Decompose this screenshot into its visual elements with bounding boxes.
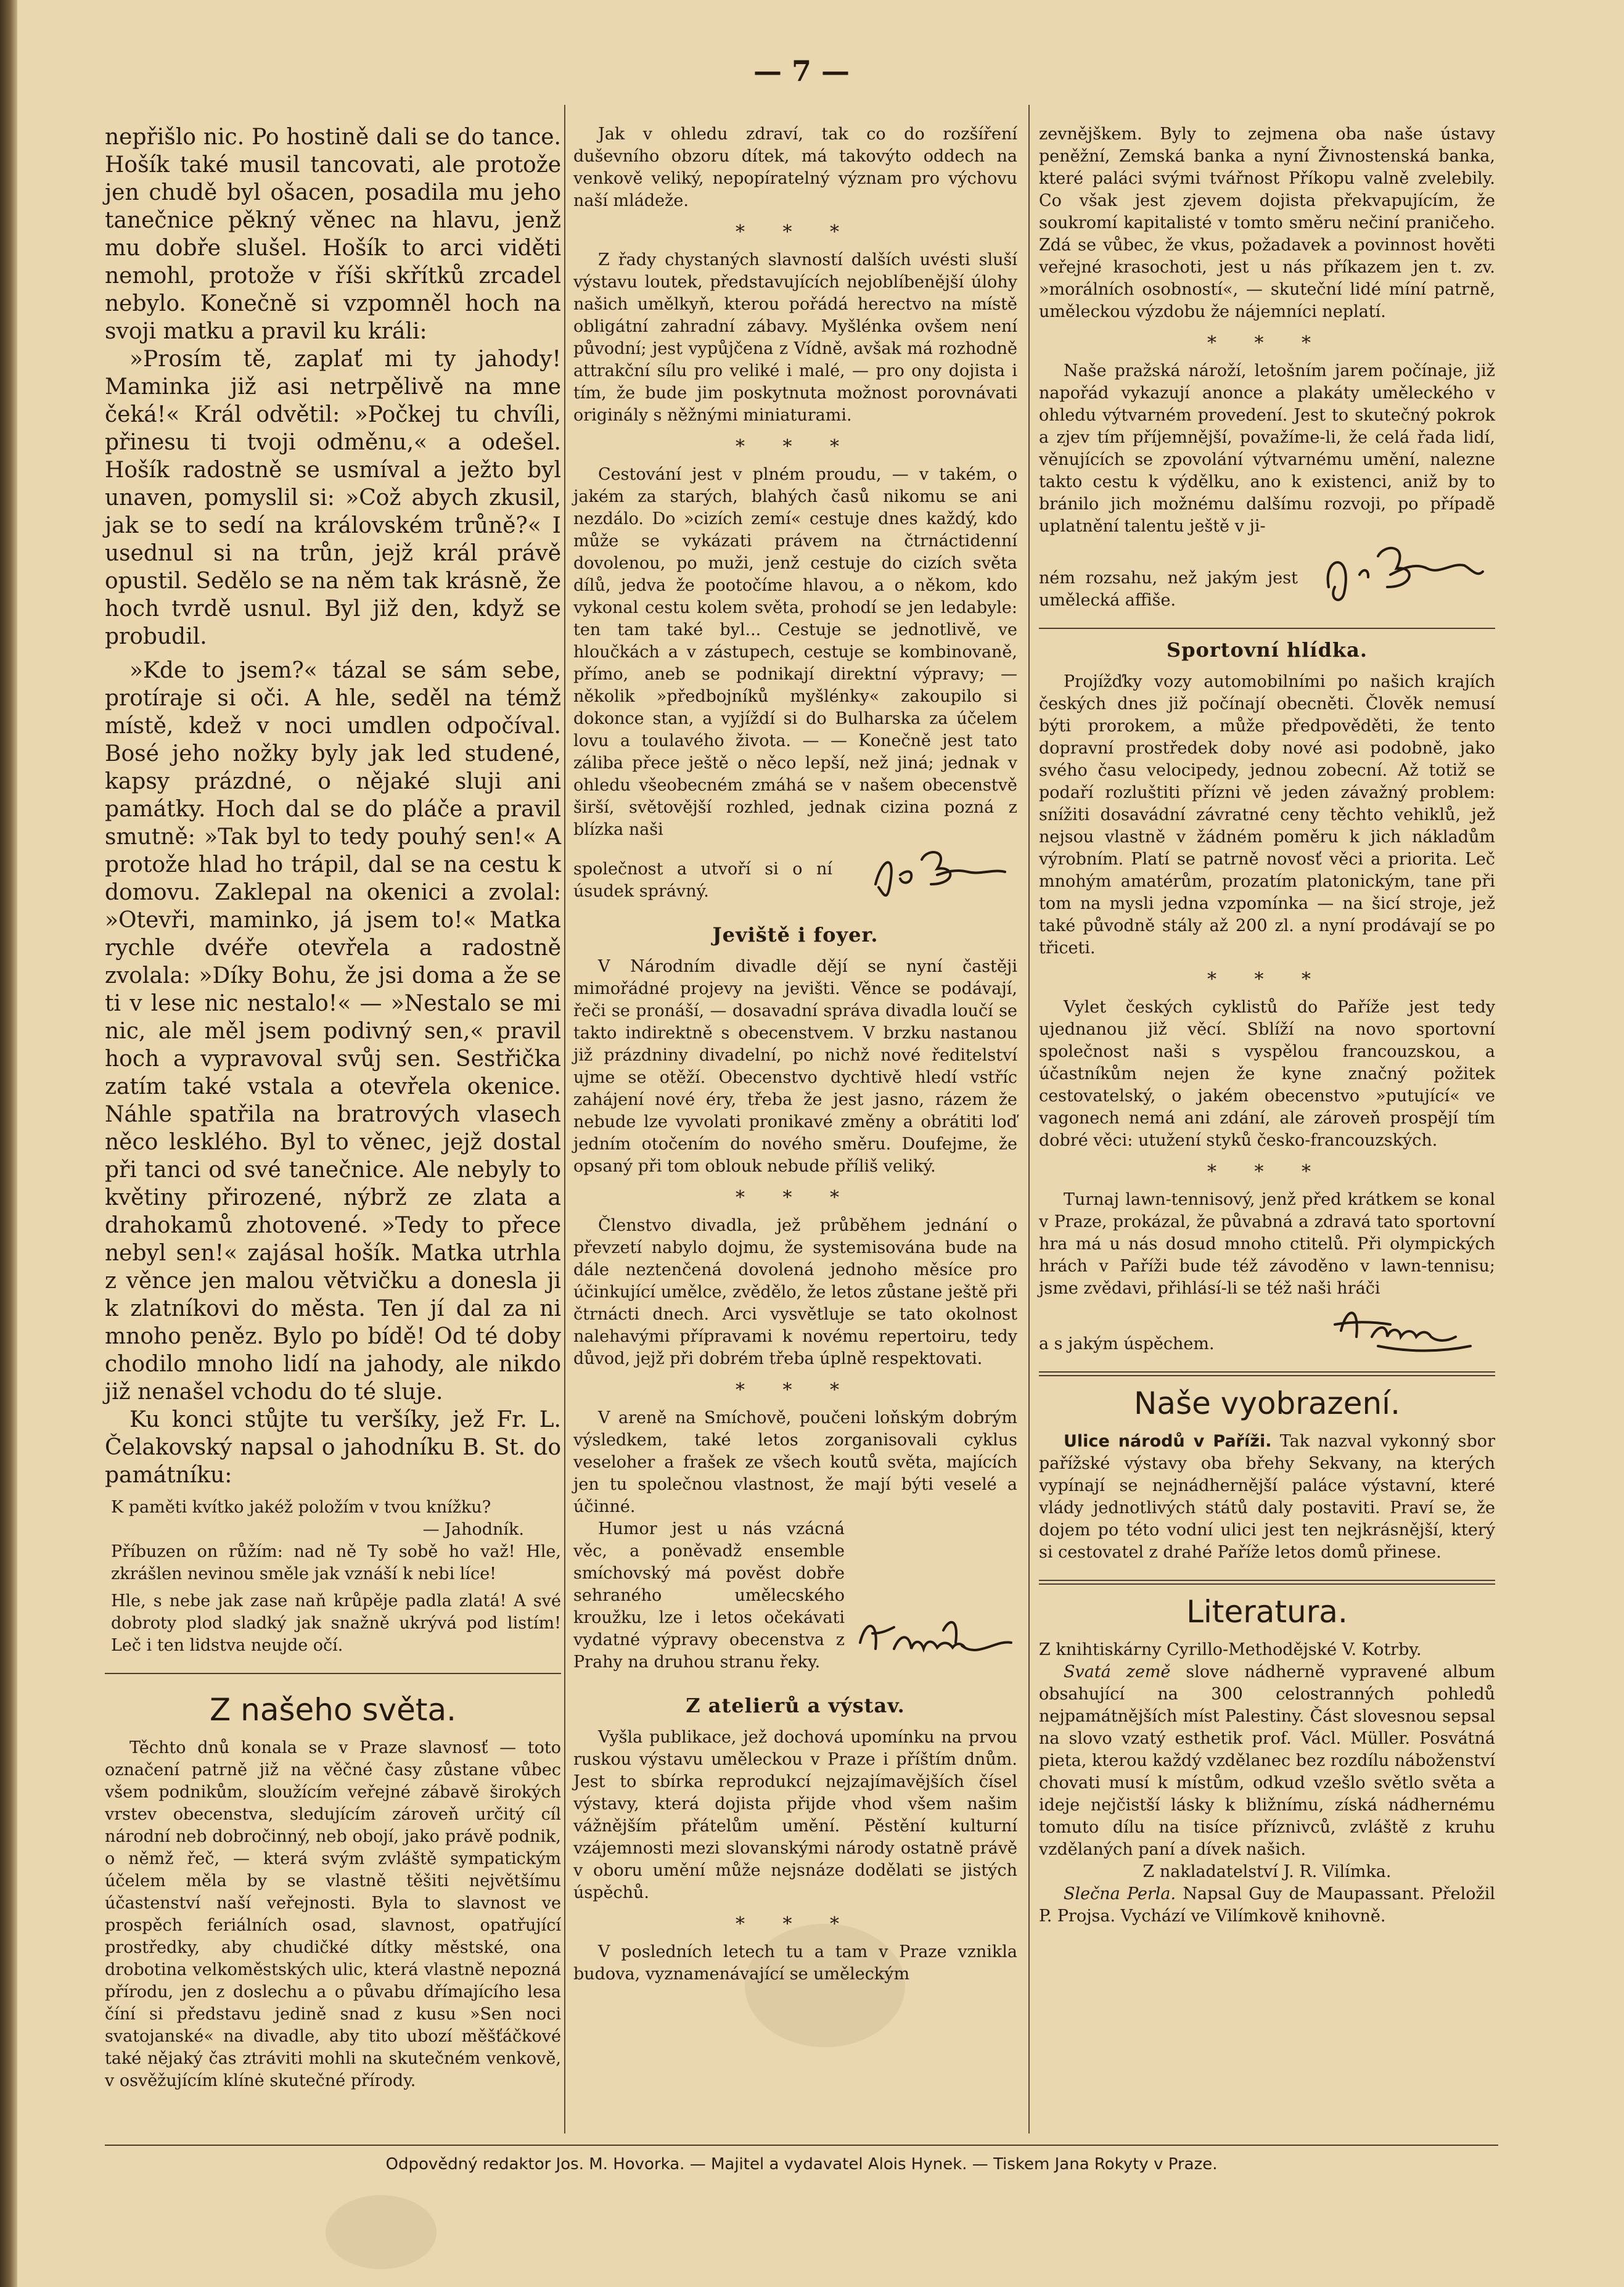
- section-title-literatura: Literatura.: [1186, 1594, 1348, 1630]
- separator-asterisks: * * *: [735, 436, 856, 458]
- publisher-line: Z nakladatelství J. R. Vilímka.: [1142, 1862, 1392, 1881]
- separator-asterisks: * * *: [1207, 1161, 1327, 1183]
- article-paragraph-end: ném rozsahu, než jakým jest umělecká affiše.: [1039, 569, 1298, 610]
- column-right: [1039, 123, 1495, 1928]
- article-paragraph: Cestování jest v plném proudu, — v takém, o jakém za starých, blahých časů nikomu se ani nezdálo. Do »cizích zemí« cestuje dnes každý, kdo může se vykázati právem na čtrnáctidenní dovolenou, po muži, jenž cestuje do cizích světa dílů, jedva že pootočíme hlavou, a o někom, kdo vykonal cestu kolem světa, prohodí se jen ledabyle: ten tam také byl... Cestuje se jednotlivě, ve hloučkách a v zástupech, cestuje se kombinovaně, přímo, aneb se podnikají direktní výpravy; — několik »předbojníků myšlénky« zakoupilo si dokonce stan, a vyjíždí si do Bulharska za účelem lovu a toulavého života. — — Konečně jest tato záliba přece ještě o něco lepší, než jiná; jednak v ohledu všeobecném zmáhá se v našem obecenstvě širší, světovější rozhled, jednak cizina pozná z blízka naši: [573, 465, 1017, 839]
- book-review-text: slove nádherně vypravené album obsahující na 300 celostranných pohledů nejpamátnějších míst Palestiny. Část slovesnou sepsal na slovo vzatý esthetik prof. Václ. Müller. Posvátná pieta, kterou každý vzdělanec bez rozdílu náboženství chovati musí k místům, odkud vzešlo světlo světa a ideje nejčistší lásky k bližnímu, získá nádhernému tomuto dílu na tisíce příznivců, zvláště z kruhu vzdělaných paní a dívek našich.: [1039, 1662, 1495, 1859]
- paper-stain: [326, 2195, 437, 2269]
- section-title-z-naseho-sveta: Z našeho světa.: [210, 1692, 456, 1728]
- poem-verse: Příbuzen on růžím: nad ně Ty sobě ho važ! Hle, zkrášlen nevinou směle jak vznáší k nebi líce!: [111, 1542, 561, 1583]
- book-review: [1039, 1883, 1495, 1928]
- column-rule: [1028, 105, 1030, 2133]
- lead-title: Ulice národů v Paříži.: [1064, 1432, 1272, 1451]
- story-paragraph: nepřišlo nic. Po hostině dali se do tance. Hošík také musil tancovati, ale protože jen chudě byl ošacen, posadila mu jeho tanečnice pěkný věnec na hlavu, jenž mu dobře slušel. Hošík to arci viděti nemohl, protože v říši skřítků zrcadel nebylo. Konečně si vzpomněl hoch na svoji matku a pravil ku králi:: [105, 125, 561, 344]
- separator-asterisks: * * *: [1207, 969, 1327, 990]
- article-paragraph: Turnaj lawn-tennisový, jenž před krátkem se konal v Praze, prokázal, že půvabná a zdravá tato sportovní hra má u nás dosud mnoho ctitelů. Při olympických hrách v Paříži bude též závoděno v lawn-tennisu; jsme zvědavi, přihlásí-li se též naši hráči: [1039, 1190, 1495, 1298]
- article-paragraph: Humor jest u nás vzácná věc, a poněvadž ensemble smíchovský má pověst dobře sehraného umělecského kroužku, lze i letos očekávati vydatné výpravy obecenstva z Prahy na druhou stranu řeky.: [573, 1519, 845, 1672]
- signature-image: [851, 1606, 1017, 1673]
- article-paragraph: V posledních letech tu a tam v Praze vznikla budova, vyznamenávající se uměleckým: [573, 1942, 1017, 1984]
- signed-closing: [573, 1518, 1017, 1673]
- article-paragraph: [1039, 1431, 1495, 1564]
- separator-asterisks: * * *: [1207, 332, 1327, 354]
- poem-verse: K paměti kvítko jakéž položím v tvou knížku?: [111, 1498, 491, 1517]
- article-paragraph: Z řady chystaných slavností dalších uvésti sluší výstavu loutek, představujících nejoblíbenější úlohy našich umělkyň, kterou pořádá herectvo na místě obligátní zahradní zábavy. Myšlénka ovšem není původní; jest vypůjčena z Vídně, avšak má rozhodně attrakční sílu pro veliké i malé, — pro ony dojista i tím, že bude jim poskytnuta možnost porovnávati originály s něžnými miniaturami.: [573, 250, 1017, 425]
- section-title-nase-vyobrazeni: Naše vyobrazení.: [1134, 1386, 1400, 1421]
- poem: [105, 1497, 561, 1657]
- article-paragraph: Vyšla publikace, jež dochová upomínku na prvou ruskou výstavu uměleckou v Praze i příštím dnům. Jest to sbírka reprodukcí nejzajímavějších čísel výstavy, která dojista přijde vhod všem našim vážnějším přátelům umění. Pěstění kulturní vzájemnosti mezi slovanskými národy ostatně právě v oboru umění může nejsnáze dodělati se jistých úspěchů.: [573, 1728, 1017, 1902]
- separator-asterisks: * * *: [735, 1187, 856, 1209]
- separator-asterisks: * * *: [735, 1913, 856, 1935]
- article-paragraph: Těchto dnů konala se v Praze slavnosť — toto označení patrně již na věčné časy zůstane vůbec všem podnikům, sloužícím veřejné zábavě širokých vrstev obecenstva, sledujícím zároveň určitý cíl národní neb dobročinný, neb obojí, jako právě podnik, o němž řeč, — která svým zvláště sympatickým účelem měla by se vlastně těšiti největšímu účastenství naší veřejnosti. Byla to slavnost ve prospěch feriálních osad, slavnost, opatřující prostředky, aby chudičké dítky městské, ona drobotina velkoměstských ulic, která vlastně nepozná přírodu, jen z doslechu a o půvabu dřímajícího lesa číní si představu jedině snad z kusu »Sen noci svatojanské« na divadle, aby tito ubozí měšťáčkové také nějaký čas ztráviti mohli na skutečném venkově, v osvěžujícím klínė skutečné přírody.: [105, 1738, 561, 2090]
- article-paragraph-end: společnost a utvoří si o ní úsudek správný.: [573, 860, 832, 901]
- section-title-sportovni: Sportovní hlídka.: [1167, 638, 1368, 662]
- article-paragraph-end: a s jakým úspěchem.: [1039, 1334, 1215, 1353]
- article-paragraph: Členstvo divadla, jež průběhem jednání o převzetí nabylo dojmu, že systemisována bude na dále neztenčená dovolená jednoho měsíce pro účinkující umělce, zvědělo, že letos zůstane ještě při čtrnácti dnech. Arci vysvětluje se tato okolnost nalehavými přípravami k novému repertoiru, tedy důvod, jejž při dobrém třeba úplně respektovati.: [573, 1216, 1017, 1368]
- signed-closing: [1039, 538, 1495, 612]
- separator-asterisks: * * *: [735, 221, 856, 243]
- poem-verse-answer: — Jahodník.: [422, 1520, 524, 1539]
- article-paragraph: Vylet českých cyklistů do Paříže jest tedy ujednanou již věcí. Sblíží na novo sportovní společnost naši s vyspělou francouzskou, a účastníkům nejen že kyne značný požitek cestovatelský, o jakém obecenstvo »putující« ve vagonech nemá ani zdání, ale zároveň prospějí tím dobré věci: utužení styků česko-francouzských.: [1039, 998, 1495, 1150]
- article-paragraph: V areně na Smíchově, poučeni loňským dobrým výsledkem, také letos zorganisovali cyklus veseloher a frašek ze všech koutů světa, majících jen tu společnou vlastnost, že mají býti veselé a účinné.: [573, 1408, 1017, 1516]
- article-paragraph: Jak v ohledu zdraví, tak co do rozšíření duševního obzoru dítek, má takovýto oddech na venkově veliký, nepopíratelný význam pro výchovu naší mládeže.: [573, 125, 1017, 210]
- section-title-jeviste: Jeviště i foyer.: [712, 923, 879, 946]
- section-divider: [105, 1673, 561, 1674]
- section-divider: [1039, 628, 1495, 629]
- signed-closing: [573, 841, 1017, 903]
- story-paragraph: Ku konci stůjte tu veršíky, jež Fr. L. Čelakovský napsal o jahodníku B. St. do památníku:: [105, 1407, 561, 1488]
- article-paragraph: V Národním divadle dějí se nyní častěji mimořádné projevy na jevišti. Věnce se podávají, řeči se pronáší, — dosavadní správa divadla loučí se takto indirektně s obecenstvem. V brzku nastanou již prázdniny divadelní, po nichž nové ředitelství ujme se otěží. Obecenstvo dychtivě hledí vstříc zahájení nové éry, třeba že jest jasno, rázem že nebude lze vyvolati pronikavé změny a obrátiti loď jedním otočením do nového směru. Doufejme, že opsaný při tom oblouk nebude příliš veliký.: [573, 957, 1017, 1176]
- article-paragraph: Projížďky vozy automobilními po našich krajích českých dnes již počínají obecněti. Člověk nemusí býti prorokem, a může předpověděti, že tento dopravní prostředek doby nové asi podobně, jako svého času velocipedy, jednou zobecní. Až totiž se podaří rozluštiti přízni vě jeden závažný problem: snížiti dosavádní závratné ceny těchto vehiklů, jež nejsou vlastně v žádném poměru k jich nákladům výrobním. Platí se patrně novosť věci a priorita. Leč mnohým amatérům, prozatím platonickým, tane při tom na mysli jedna vzpomínka — na šicí stroje, jež také původně stály až 200 zl. a nyní prodávají se po třiceti.: [1039, 672, 1495, 958]
- signed-closing: [1039, 1300, 1495, 1355]
- section-divider: [1039, 1580, 1495, 1585]
- poem-verse: Hle, s nebe jak zase naň krůpěje padla zlatá! A své dobroty plod sladký jak snažně ukrývá pod listím! Leč i ten lidstva neujde očí.: [111, 1591, 561, 1655]
- imprint-footer: Odpovědný redaktor Jos. M. Hovorka. — Majitel a vydavatel Alois Hynek. — Tiskem Jana Rokyty v Praze.: [385, 2155, 1218, 2174]
- article-paragraph: zevnějškem. Byly to zejmena oba naše ústavy peněžní, Zemská banka a nyní Živnostenská banka, které paláci svými tvářnost Příkopu valně zvelebily. Co však jest zjevem dojista překvapujícím, že soukromí kapitalisté v tomto směru nečiní praničeho. Zdá se vůbec, že vkus, požadavek a povinnost hověti veřejné krasochoti, jest u nás příkazem jen t. zv. »morálních osobností«, — skuteční lidé míní patrně, uměleckou výzdobu že nájemníci neplatí.: [1039, 125, 1495, 321]
- signature-image: [1323, 1300, 1495, 1355]
- page-number: — 7 —: [753, 54, 850, 88]
- article-paragraph: Naše pražská nároží, letošním jarem počínaje, již napořád vykazují anonce a plakáty uměleckého v ohledu výtvarném provedení. Jest to skutečný pokrok a zjev tím příjemnější, považíme-li, že celá řada lidí, věnujících se zpovolání výtvarnému umění, nalezne takto cestu k výdělku, ano k existenci, aniž by to bránilo jich možnému dalšímu rozvoji, po případě uplatnění talentu ještě v ji-: [1039, 361, 1495, 536]
- book-title: Slečna Perla.: [1064, 1884, 1176, 1903]
- lead-text: Tak nazval vykonný sbor pařížské výstavy oba břehy Sekvany, na kterých vypínají se nejnádhernější paláce výstavní, které vlády jednotlivých států daly postaviti. Praví se, že dojem po této vodní ulici jest ten nejkrásnější, který si cestovatel z drahé Paříže letos domů přinese.: [1039, 1432, 1495, 1562]
- section-divider: [1039, 1371, 1495, 1376]
- book-review-text: Napsal Guy de Maupassant. Přeložil P. Projsa. Vychází ve Vilímkově knihovně.: [1039, 1884, 1495, 1926]
- book-review: [1039, 1661, 1495, 1861]
- book-binding-edge: [0, 0, 17, 2287]
- story-paragraph: »Prosím tě, zaplať mi ty jahody! Maminka již asi netrpělivě na mne čeká!« Král odvětil: »Počkej tu chvíli, přinesu ti tvoji odměnu,« a odešel. Hošík radostně se usmíval a ježto byl unaven, pomyslil si: »Což abych zkusil, jak se to sedí na královském trůně?« I usednul si na trůn, jejž král právě opustil. Sedělo se na něm tak krásně, že hoch tvrdě usnul. Byl již den, když se probudil.: [105, 347, 561, 649]
- column-rule: [564, 105, 565, 2133]
- footer-rule: [105, 2145, 1498, 2146]
- story-paragraph: »Kde to jsem?« tázal se sám sebe, protíraje si oči. A hle, seděl na témž místě, kdež v noci umdlen odpočíval. Bosé jeho nožky byly jak led studené, kapsy prázdné, o nějaké sluji ani památky. Hoch dal se do pláče a pravil smutně: »Tak byl to tedy pouhý sen!« A protože hlad ho trápil, dal se na cestu k domovu. Zaklepal na okenici a zvolal: »Otevři, maminko, já jsem to!« Matka rychle dvéře otevřela a radostně zvolala: »Díky Bohu, že jsi doma a že se ti v lese nic nestalo!« — »Nestalo se mi nic, ale měl jsem podivný sen,« pravil hoch a vypravoval svůj sen. Sestřička zatím také vstala a otevřela okenice. Náhle spatřila na bratrových vlasech něco lesklého. Byl to věnec, jejž dostal při tanci od své tanečnice. Ale nebyly to květiny přirozené, nýbrž ze zlata a drahokamů zhotovené. »Tedy to přece nebyl sen!« zajásal hošík. Matka utrhla z věnce jen malou větvičku a donesla ji k zlatníkovi do města. Ten jí dal za ni mnoho peněz. Bylo po bídě! Od té doby chodilo mnoho lidí na jahody, ale nikdo již nenašel vchodu do té sluje.: [105, 658, 561, 1405]
- column-middle: [573, 123, 1017, 1985]
- signature-image: [863, 841, 1017, 903]
- separator-asterisks: * * *: [735, 1379, 856, 1401]
- column-left: [105, 123, 561, 2092]
- signature-image: [1316, 538, 1495, 612]
- section-title-z-atelieru: Z atelierů a výstav.: [686, 1694, 905, 1717]
- publisher-line: Z knihtiskárny Cyrillo-Methodějské V. Kotrby.: [1039, 1640, 1422, 1659]
- book-title: Svatá země: [1064, 1662, 1171, 1681]
